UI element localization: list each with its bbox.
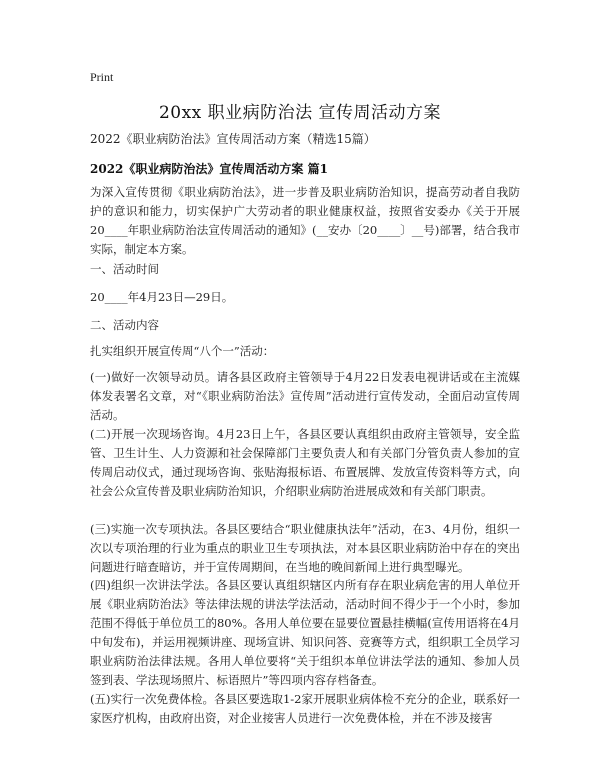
intro-paragraph: 为深入宣传贯彻《职业病防治法》，进一步普及职业病防治知识，提高劳动者自我防护的意识和能力，切实保护广大劳动者的职业健康权益，按照省安委办《关于开展20____年职业病防治法宣传周活动的通知》(__安办〔20____〕__号)部署，结合我市实际，制定本方案。: [90, 185, 520, 256]
list-item-enforcement: (三)实施一次专项执法。各县区要结合“职业健康执法年”活动，在3、4月份，组织一次以专项治理的行业为重点的职业卫生专项执法，对本县区职业病防治中存在的突出问题进行暗查暗访，并于宣传周期间，在当地的晚间新闻上进行典型曝光。: [90, 522, 520, 574]
list-item-free-checkup: (五)实行一次免费体检。各县区要选取1-2家开展职业病体检不充分的企业，联系好一家医疗机构，由政府出资，对企业接害人员进行一次免费体检，并在不涉及接害: [90, 692, 520, 725]
document-subtitle: 2022《职业病防治法》宣传周活动方案（精选15篇）: [90, 132, 376, 146]
list-item-law-study: (四)组织一次讲法学法。各县区要认真组织辖区内所有存在职业病危害的用人单位开展《职业病防治法》等法律法规的讲法学法活动，活动时间不得少于一个小时，参加范围不得低于单位员工的80%。各用人单位要在显要位置悬挂横幅(宣传用语将在4月中旬发布)，并运用视频讲座、现场宣讲、知识问答、竞赛等方式，组织职工全员学习职业病防治法律法规。各用人单位要将“关于组织本单位讲法学法的通知、参加人员签到表、学法现场照片、标语照片”等四项内容存档备查。: [90, 578, 520, 687]
print-label: Print: [90, 70, 114, 84]
list-item-consultation: (二)开展一次现场咨询。4月23日上午，各县区要认真组织由政府主管领导，安全监管、卫生计生、人力资源和社会保障部门主要负责人和有关部门分管负责人参加的宣传周启动仪式，通过现场咨询、张贴海报标语、布置展牌、发放宣传资料等方式，向社会公众宣传普及职业病防治知识，介绍职业病防治进展成效和有关部门职责。: [90, 427, 520, 498]
document-title: 20xx 职业病防治法 宣传周活动方案: [158, 103, 442, 123]
heading-activity-content: 二、活动内容: [90, 318, 159, 332]
activity-date: 20____年4月23日—29日。: [90, 290, 234, 304]
list-item-leadership: (一)做好一次领导动员。请各县区政府主管领导于4月22日发表电视讲话或在主流媒体发表署名文章，对“《职业病防治法》宣传周”活动进行宣传发动，全面启动宣传周活动。: [90, 370, 520, 422]
lead-paragraph: 扎实组织开展宣传周“八个一”活动：: [90, 344, 275, 358]
heading-activity-time: 一、活动时间: [90, 262, 159, 276]
section-heading: 2022《职业病防治法》宣传周活动方案 篇1: [90, 162, 328, 176]
